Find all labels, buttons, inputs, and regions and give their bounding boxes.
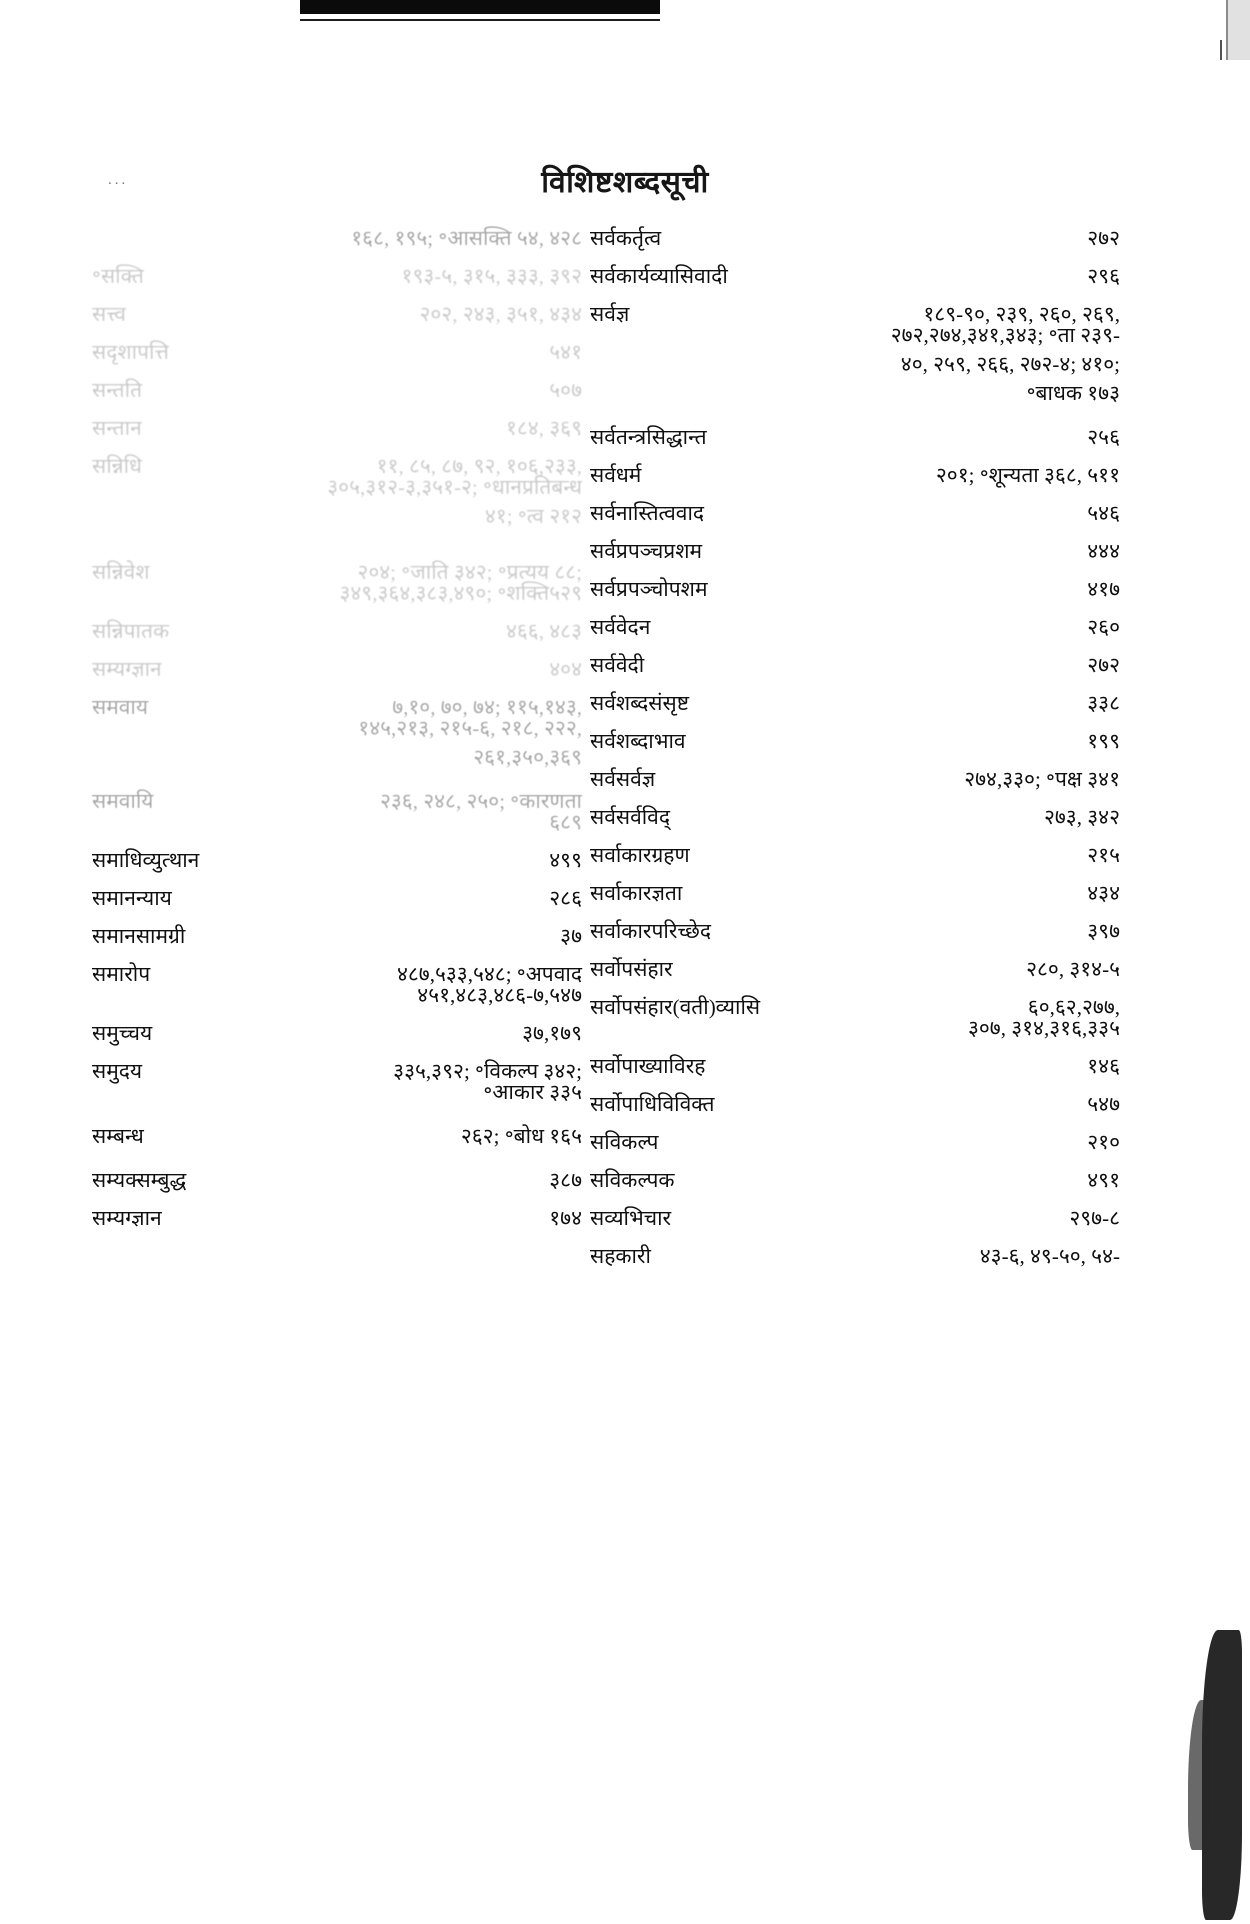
entry-term: सन्तान (92, 416, 142, 440)
entry-refs: ३९७ (1087, 919, 1120, 943)
page-title: विशिष्टशब्दसूची (541, 166, 709, 199)
index-entry (590, 845, 1120, 866)
entry-refs: ३८७ (549, 1168, 582, 1192)
index-entry (92, 1170, 582, 1191)
entry-term: सर्वशब्दाभाव (590, 729, 686, 753)
entry-continuation: ॰आकार ३३५ (483, 1080, 582, 1104)
index-entry (92, 1126, 582, 1147)
entry-refs: २१५ (1087, 843, 1120, 867)
index-entry (92, 1023, 582, 1044)
entry-term: सम्बन्ध (92, 1124, 144, 1148)
entry-term: समाधिव्युत्थान (92, 848, 200, 872)
index-entry (590, 304, 1120, 325)
entry-refs: २९७-८ (1069, 1206, 1120, 1230)
index-entry (92, 266, 582, 287)
index-entry (92, 1208, 582, 1229)
index-entry (590, 1170, 1120, 1191)
index-entry (590, 1056, 1120, 1077)
index-entry (92, 888, 582, 909)
entry-term: सर्वप्रपञ्चोपशम (590, 577, 708, 601)
index-column-left (92, 228, 582, 1246)
entry-term: सन्निवेश (92, 560, 150, 584)
index-entry (590, 579, 1120, 600)
index-entry (590, 883, 1120, 904)
entry-refs: ३३८ (1087, 691, 1120, 715)
scan-artifact-top-bar-secondary (300, 14, 660, 21)
index-entry (590, 997, 1120, 1018)
entry-refs: २८०, ३१४-५ (1026, 957, 1120, 981)
entry-continuation: ४५१,४८३,४८६-७,५४७ (417, 983, 582, 1007)
entry-continuation: ३४९,३६४,३८३,४९०; ॰शक्ति५२९ (339, 581, 582, 605)
index-entry (590, 617, 1120, 638)
entry-refs: ३७,१७९ (522, 1021, 582, 1045)
entry-term: सर्वाकारपरिच्छेद (590, 919, 712, 943)
entry-term: सर्वसर्वविद् (590, 805, 671, 829)
entry-refs: २८६ (549, 886, 582, 910)
entry-continuation: १४५,२१३, २१५-६, २१८, २२२, (358, 716, 582, 740)
entry-term: सर्वज्ञ (590, 302, 630, 326)
entry-term: सर्वकार्यव्यासिवादी (590, 264, 728, 288)
index-entry (590, 1208, 1120, 1229)
entry-continuation: ४०, २५९, २६६, २७२-४; ४१०; (900, 352, 1120, 376)
entry-refs: १४६ (1087, 1054, 1120, 1078)
entry-refs: २१० (1087, 1130, 1120, 1154)
entry-term: सर्वोपाख्याविरह (590, 1054, 706, 1078)
entry-continuation: २७२,२७४,३४१,३४३; ॰ता २३९- (890, 323, 1120, 347)
index-entry (92, 228, 582, 249)
entry-term: सर्वकर्तृत्व (590, 226, 662, 250)
index-entry (590, 228, 1120, 249)
entry-term: समानसामग्री (92, 924, 186, 948)
entry-term: सर्वोपाधिविविक्त (590, 1092, 715, 1116)
entry-continuation: २६१,३५०,३६९ (473, 745, 582, 769)
index-entry (590, 503, 1120, 524)
entry-continuation: ३०५,३१२-३,३५१-२; ॰धानप्रतिबन्ध (327, 475, 582, 499)
index-entry (92, 964, 582, 985)
entry-refs: १८४, ३६९ (505, 416, 582, 440)
scan-artifact-top-bar (300, 0, 660, 14)
entry-refs: २५६ (1087, 425, 1120, 449)
entry-refs: ५०७ (549, 378, 582, 402)
index-entry (590, 465, 1120, 486)
entry-term: सविकल्प (590, 1130, 659, 1154)
entry-term: ॰सक्ति (92, 264, 144, 288)
index-entry (590, 266, 1120, 287)
index-columns (0, 228, 1250, 1788)
entry-refs: १६८, १९५; ॰आसक्ति ५४, ४२८ (351, 226, 582, 250)
entry-term: समानन्याय (92, 886, 172, 910)
entry-refs: ११, ८५, ८७, ९२, १०६,२३३, (376, 454, 582, 478)
index-entry (590, 921, 1120, 942)
entry-refs: ४३-६, ४९-५०, ५४- (979, 1244, 1120, 1268)
entry-refs: १७४ (549, 1206, 582, 1230)
entry-refs: २०४; ॰जाति ३४२; ॰प्रत्यय ८८; (357, 560, 582, 584)
index-entry (590, 1094, 1120, 1115)
entry-refs: ३७ (560, 924, 582, 948)
index-entry (92, 926, 582, 947)
entry-term: सर्वाकारज्ञता (590, 881, 683, 905)
entry-term: सर्ववेदन (590, 615, 651, 639)
entry-refs: ३३५,३९२; ॰विकल्प ३४२; (393, 1059, 582, 1083)
page-header (0, 160, 1250, 201)
index-entry (92, 418, 582, 439)
entry-refs: ४०४ (549, 657, 582, 681)
entry-term: सर्वसर्वज्ञ (590, 767, 656, 791)
entry-refs: ४४४ (1087, 539, 1120, 563)
entry-refs: २६२; ॰बोध १६५ (460, 1124, 582, 1148)
entry-refs: २७२ (1087, 226, 1120, 250)
entry-refs: १९३-५, ३१५, ३३३, ३९२ (401, 264, 582, 288)
entry-term: सर्वधर्म (590, 463, 642, 487)
entry-term: समारोप (92, 962, 151, 986)
entry-term: सर्वशब्दसंसृष्ट (590, 691, 689, 715)
index-entry (590, 427, 1120, 448)
entry-refs: ४१७ (1087, 577, 1120, 601)
entry-refs: २७२ (1087, 653, 1120, 677)
entry-refs: ५४१ (549, 340, 582, 364)
entry-refs: २०२, २४३, ३५१, ४३४ (419, 302, 582, 326)
index-entry (92, 380, 582, 401)
entry-continuation: ६८९ (549, 810, 582, 834)
entry-refs: ५४७ (1087, 1092, 1120, 1116)
entry-term: सहकारी (590, 1244, 651, 1268)
index-entry (590, 693, 1120, 714)
entry-refs: २३६, २४८, २५०; ॰कारणता (379, 789, 582, 813)
index-entry (92, 342, 582, 363)
entry-continuation: ॰बाधक १७३ (1026, 381, 1120, 405)
entry-refs: ४३४ (1087, 881, 1120, 905)
entry-term: सव्यभिचार (590, 1206, 672, 1230)
entry-term: सर्वतन्त्रसिद्धान्त (590, 425, 707, 449)
entry-refs: ४९९ (549, 848, 582, 872)
entry-term: सर्वनास्तित्ववाद (590, 501, 705, 525)
entry-refs: २६० (1087, 615, 1120, 639)
entry-term: सम्यक्सम्बुद्ध (92, 1168, 187, 1192)
entry-refs: १८९-९०, २३९, २६०, २६९, (923, 302, 1120, 326)
entry-term: सर्ववेदी (590, 653, 645, 677)
entry-term: समवायि (92, 789, 154, 813)
entry-term: सन्निधि (92, 454, 142, 478)
entry-term: सविकल्पक (590, 1168, 675, 1192)
entry-refs: २०१; ॰शून्यता ३६८, ५११ (935, 463, 1120, 487)
entry-continuation: ४१; ॰त्व २१२ (484, 504, 582, 528)
index-entry (92, 697, 582, 718)
entry-continuation: ३०७, ३१४,३१६,३३५ (967, 1016, 1120, 1040)
index-entry (92, 456, 582, 477)
entry-term: सर्वाकारग्रहण (590, 843, 690, 867)
index-entry (590, 655, 1120, 676)
entry-term: समुच्चय (92, 1021, 153, 1045)
scan-artifact-right-mark (1220, 40, 1222, 60)
entry-term: सन्निपातक (92, 619, 170, 643)
entry-refs: ४९१ (1087, 1168, 1120, 1192)
entry-term: सदृशापत्ति (92, 340, 169, 364)
entry-refs: ५४६ (1087, 501, 1120, 525)
index-entry (590, 769, 1120, 790)
entry-refs: ६०,६२,२७७, (1027, 995, 1120, 1019)
index-entry (590, 731, 1120, 752)
entry-term: सर्वप्रपञ्चप्रशम (590, 539, 703, 563)
entry-refs: ४६६, ४८३ (505, 619, 582, 643)
index-entry (92, 562, 582, 583)
entry-term: सत्त्व (92, 302, 126, 326)
entry-refs: २७४,३३०; ॰पक्ष ३४१ (964, 767, 1120, 791)
scan-artifact-right-edge (1226, 0, 1250, 60)
index-entry (590, 959, 1120, 980)
folio-marker: ... (108, 172, 129, 188)
index-entry (92, 304, 582, 325)
entry-term: सन्तति (92, 378, 143, 402)
index-entry (92, 1061, 582, 1082)
index-entry (92, 850, 582, 871)
index-entry (92, 621, 582, 642)
entry-refs: ७,१०, ७०, ७४; ११५,१४३, (392, 695, 582, 719)
entry-term: सर्वोपसंहार (590, 957, 673, 981)
entry-refs: १९९ (1087, 729, 1120, 753)
entry-refs: २७३, ३४२ (1043, 805, 1120, 829)
index-entry (590, 1132, 1120, 1153)
entry-refs: २९६ (1087, 264, 1120, 288)
index-entry (590, 1246, 1120, 1267)
entry-term: सर्वोपसंहार(वती)व्यासि (590, 995, 761, 1019)
entry-refs: ४८७,५३३,५४८; ॰अपवाद (396, 962, 582, 986)
index-column-right (590, 228, 1120, 1284)
entry-term: समुदय (92, 1059, 143, 1083)
entry-term: सम्यग्ज्ञान (92, 657, 162, 681)
index-entry (92, 791, 582, 812)
entry-term: समवाय (92, 695, 149, 719)
entry-term: सम्यग्ज्ञान (92, 1206, 162, 1230)
index-entry (92, 659, 582, 680)
index-entry (590, 541, 1120, 562)
index-entry (590, 807, 1120, 828)
